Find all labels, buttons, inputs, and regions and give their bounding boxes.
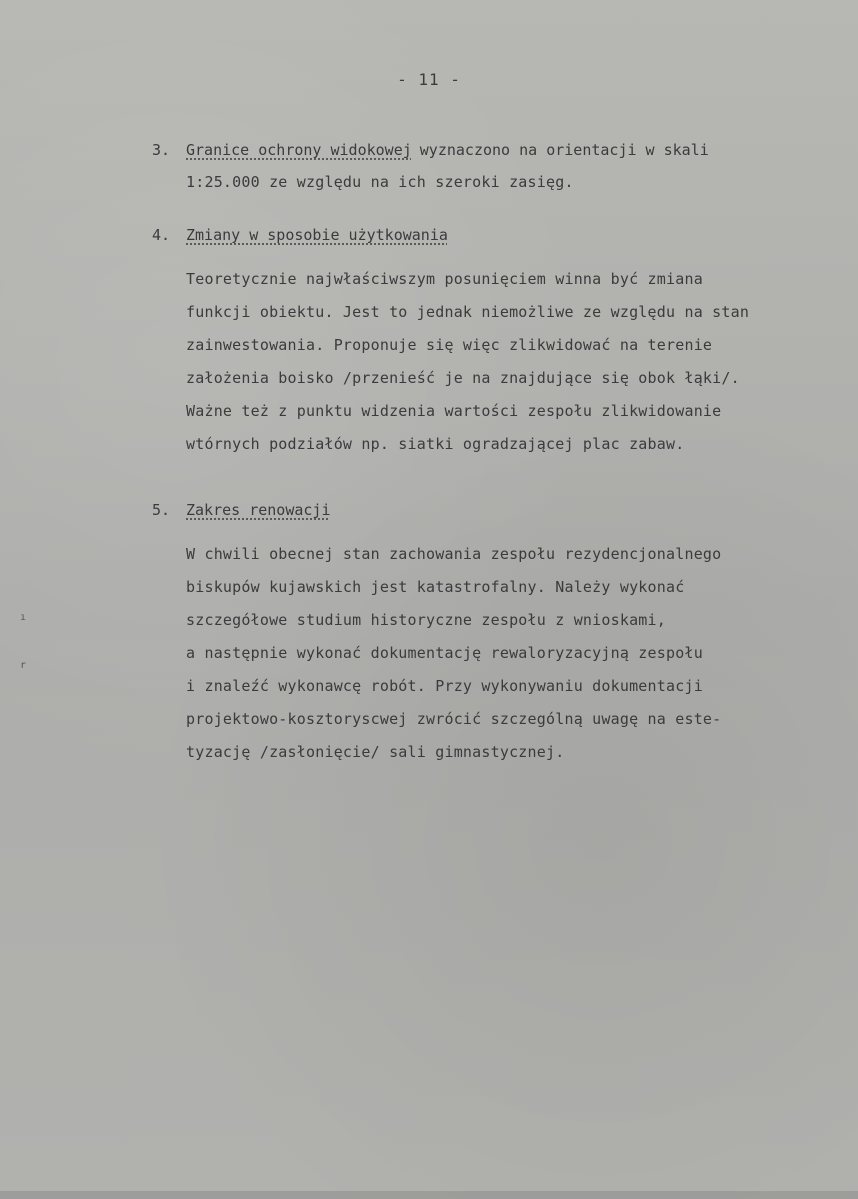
section-body: W chwili obecnej stan zachowania zespołu rezydencjonalnego biskupów kujawskich jest katastrofalny. Należy wykonać szczegółowe studium historyczne zespołu z wnioskami, a następnie wykonać dokumentację rewaloryzacyjną zespołu i znaleźć wykonawcę robót. Przy wykonywaniu dokumentacji projektowo-kosztoryscwej zwrócić szczególną uwagę na este- tyzację /zasłonięcie/ sali gimnastycznej. [186,545,722,761]
section-title: Zakres renowacji [186,501,331,519]
margin-mark: r [20,660,27,671]
section-number: 3. [152,141,171,159]
section-heading [152,494,842,526]
section-title-continuation: wyznaczono na orientacji w skali [419,141,709,159]
section-3 [152,134,842,199]
section-title: Granice ochrony widokowej [186,141,412,159]
section-body: Teoretycznie najwłaściwszym posunięciem winna być zmiana funkcji obiektu. Jest to jednak niemożliwe ze względu na stan zainwestowania. Proponuje się więc zlikwidować na terenie założenia boisko /przenieść je na znajdujące się obok łąki/. Ważne też z punktu widzenia wartości zespołu zlikwidowanie wtórnych podziałów np. siatki ogradzającej plac zabaw. [186,270,750,453]
section-title: Zmiany w sposobie użytkowania [186,226,448,244]
section-body: 1:25.000 ze względu na ich szeroki zasięg. [186,173,574,191]
margin-mark: ı [20,612,27,623]
section-heading [152,219,842,251]
section-number: 5. [152,501,171,519]
section-heading [152,134,842,166]
section-4 [152,219,842,461]
page-number: - 11 - [397,70,461,89]
section-number: 4. [152,226,171,244]
page-bottom-edge [0,1191,858,1199]
section-5 [152,494,842,769]
